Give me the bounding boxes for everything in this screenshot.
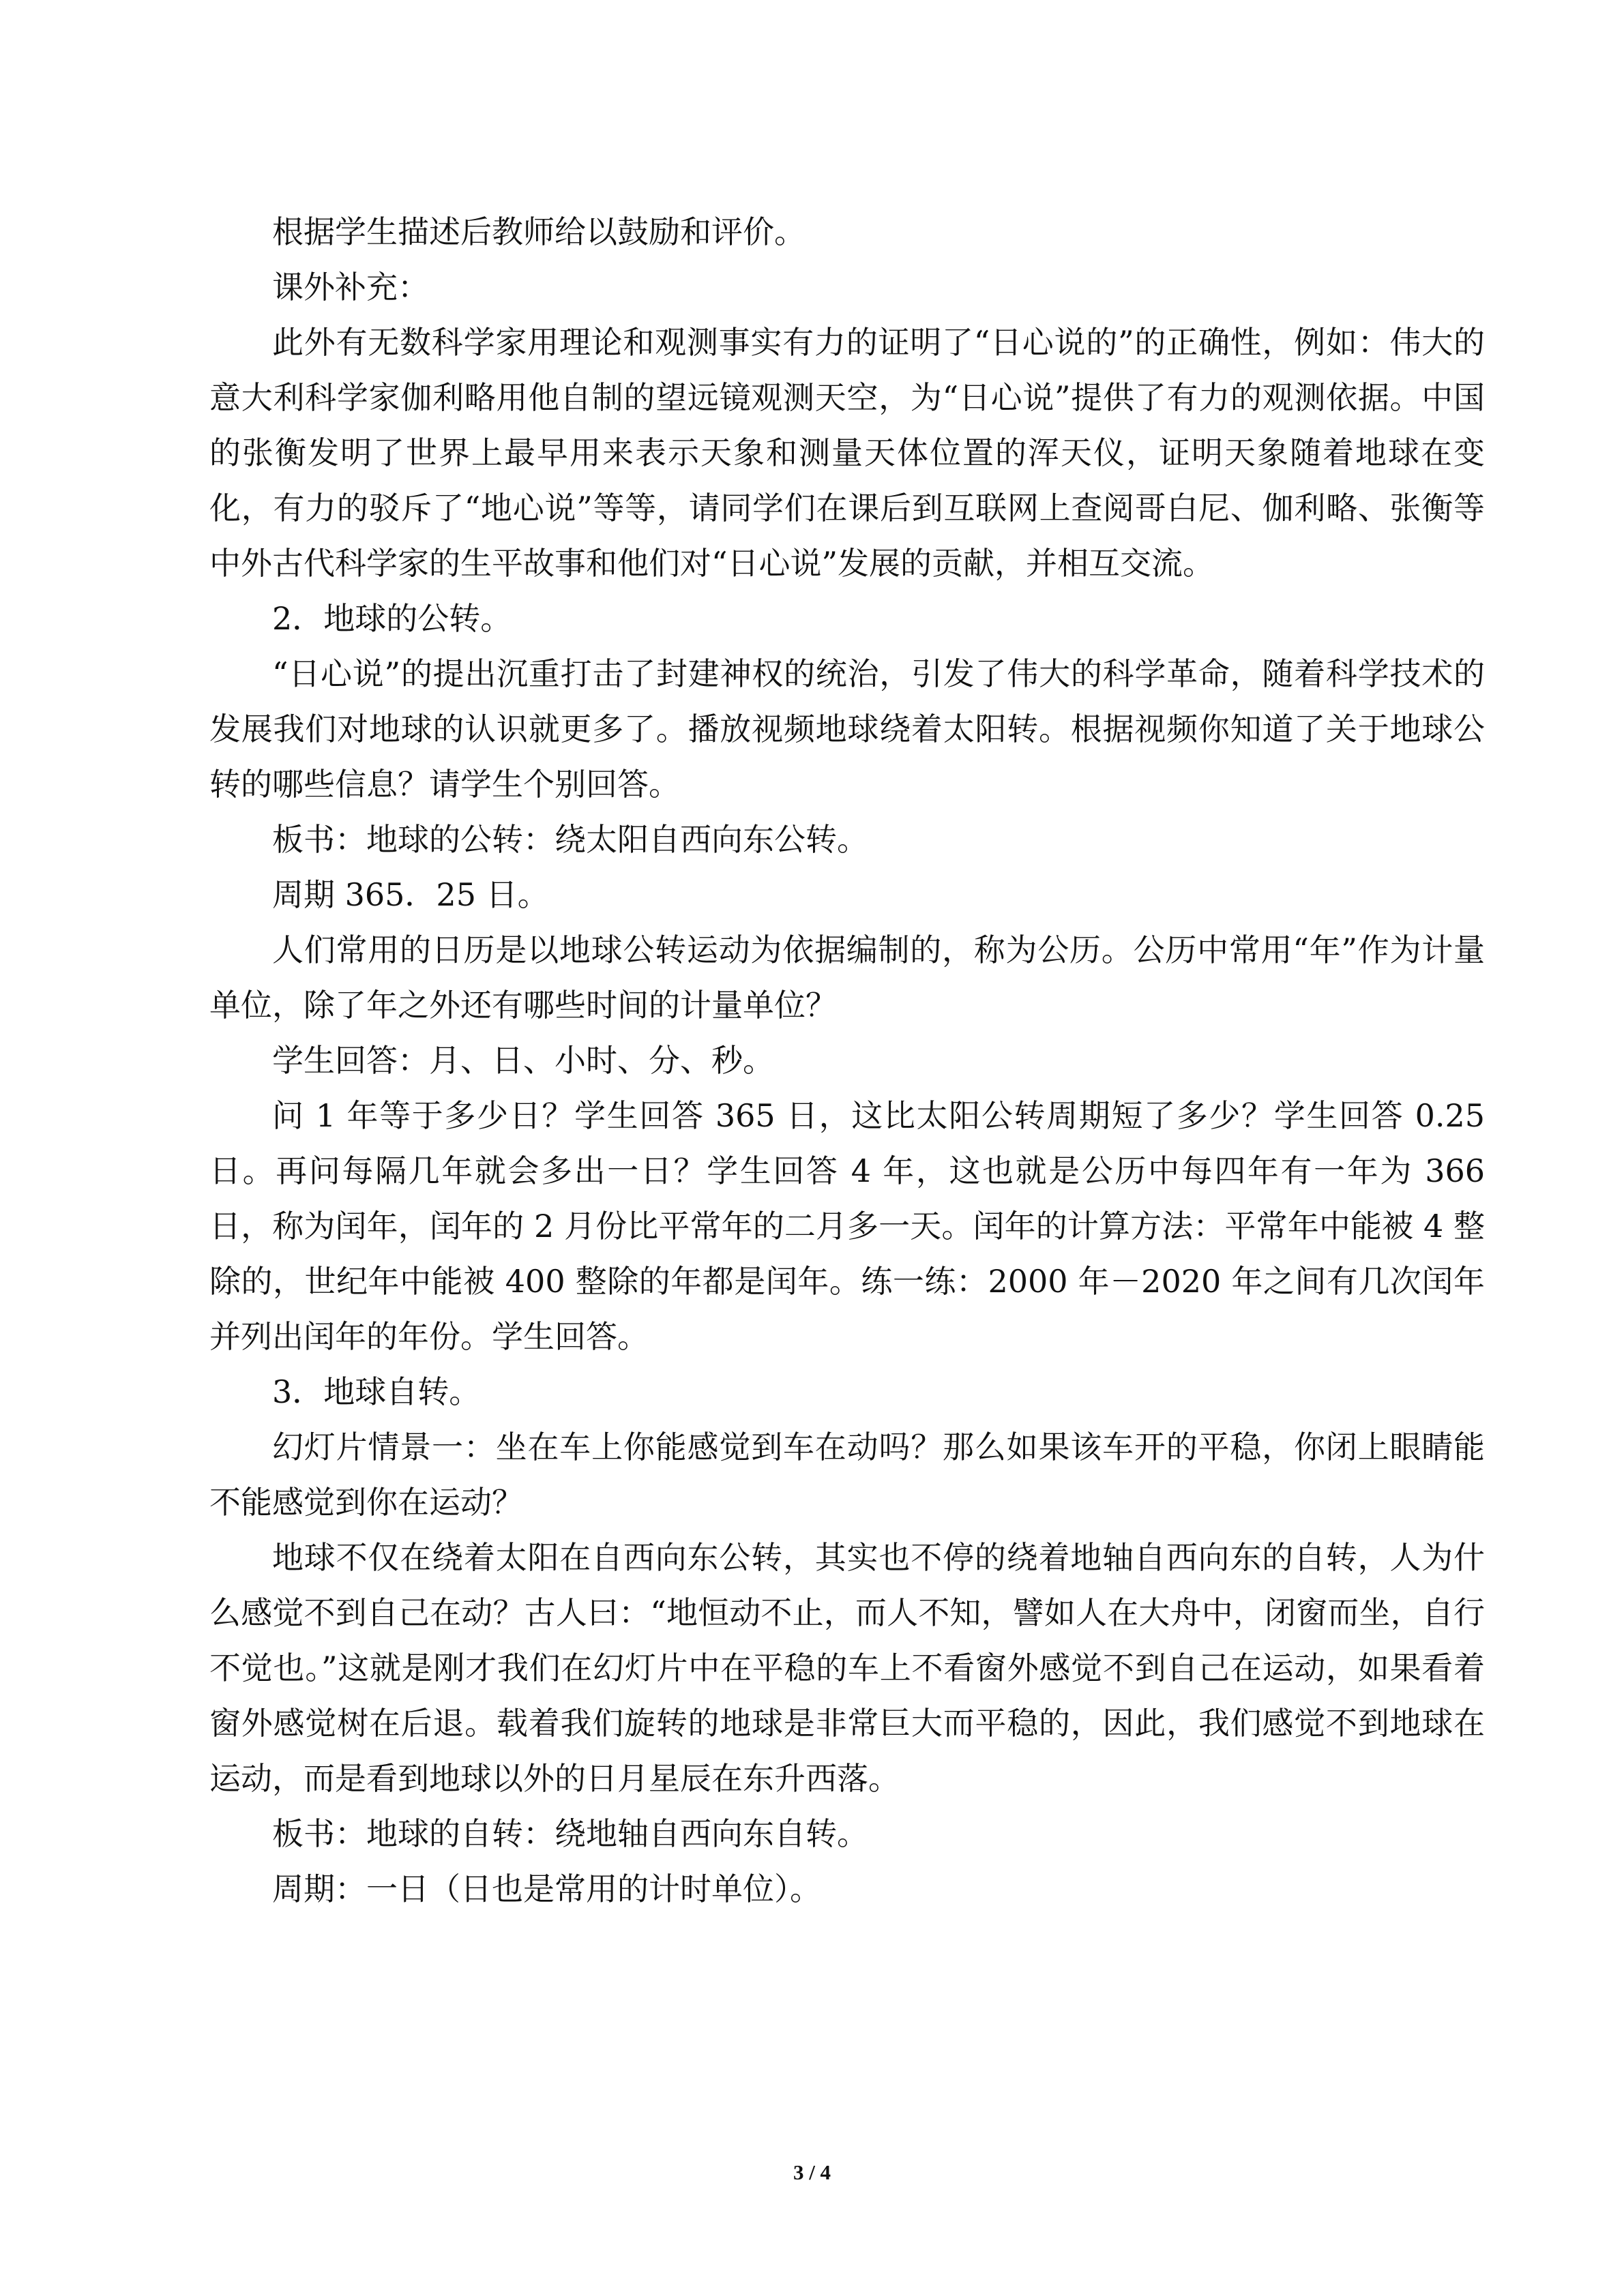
paragraph: 幻灯片情景一：坐在车上你能感觉到车在动吗？那么如果该车开的平稳，你闭上眼睛能不能感觉到你在运动？ — [209, 1429, 1485, 1521]
page-number: 3 / 4 — [793, 2160, 831, 2184]
paragraph: 地球不仅在绕着太阳在自西向东公转，其实也不停的绕着地轴自西向东的自转，人为什么感觉不到自己在动？古人曰：“地恒动不止，而人不知，譬如人在大舟中，闭窗而坐，自行不觉也。”这就是刚才我们在幻灯片中在平稳的车上不看窗外感觉不到自己在运动，如果看着窗外感觉树在后退。载着我们旋转的地球是非常巨大而平稳的，因此，我们感觉不到地球在运动，而是看到地球以外的日月星辰在东升西落。 — [209, 1539, 1485, 1797]
body-text — [209, 205, 1485, 1917]
paragraph: 此外有无数科学家用理论和观测事实有力的证明了“日心说的”的正确性，例如：伟大的意大利科学家伽利略用他自制的望远镜观测天空，为“日心说”提供了有力的观测依据。中国的张衡发明了世界上最早用来表示天象和测量天体位置的浑天仪，证明天象随着地球在变化，有力的驳斥了“地心说”等等，请同学们在课后到互联网上查阅哥白尼、伽利略、张衡等中外古代科学家的生平故事和他们对“日心说”发展的贡献，并相互交流。 — [209, 324, 1485, 582]
paragraph: 板书：地球的自转：绕地轴自西向东自转。 — [272, 1815, 868, 1852]
paragraph: “日心说”的提出沉重打击了封建神权的统治，引发了伟大的科学革命，随着科学技术的发展我们对地球的认识就更多了。播放视频地球绕着太阳转。根据视频你知道了关于地球公转的哪些信息？请学生个别回答。 — [209, 655, 1485, 803]
paragraph: 课外补充： — [272, 269, 429, 305]
paragraph: 周期：一日（日也是常用的计时单位）。 — [272, 1870, 821, 1907]
paragraph: 问 1 年等于多少日？学生回答 365 日，这比太阳公转周期短了多少？学生回答 0.25 日。再问每隔几年就会多出一日？学生回答 4 年，这也就是公历中每四年有一年为 366 日，称为闰年，闰年的 2 月份比平常年的二月多一天。闰年的计算方法：平常年中能被 4 整除的，世纪年中能被 400 整除的年都是闰年。练一练：2000 年－2020 年之间有几次闰年并列出闰年的年份。学生回答。 — [209, 1097, 1485, 1355]
section-heading: 2．地球的公转。 — [272, 600, 512, 637]
paragraph: 周期 365．25 日。 — [272, 876, 549, 913]
paragraph: 根据学生描述后教师给以鼓励和评价。 — [272, 213, 806, 250]
paragraph: 人们常用的日历是以地球公转运动为依据编制的，称为公历。公历中常用“年”作为计量单位，除了年之外还有哪些时间的计量单位？ — [209, 931, 1485, 1024]
paragraph: 板书：地球的公转：绕太阳自西向东公转。 — [272, 821, 868, 858]
section-heading: 3．地球自转。 — [272, 1373, 481, 1410]
paragraph: 学生回答：月、日、小时、分、秒。 — [272, 1042, 774, 1079]
